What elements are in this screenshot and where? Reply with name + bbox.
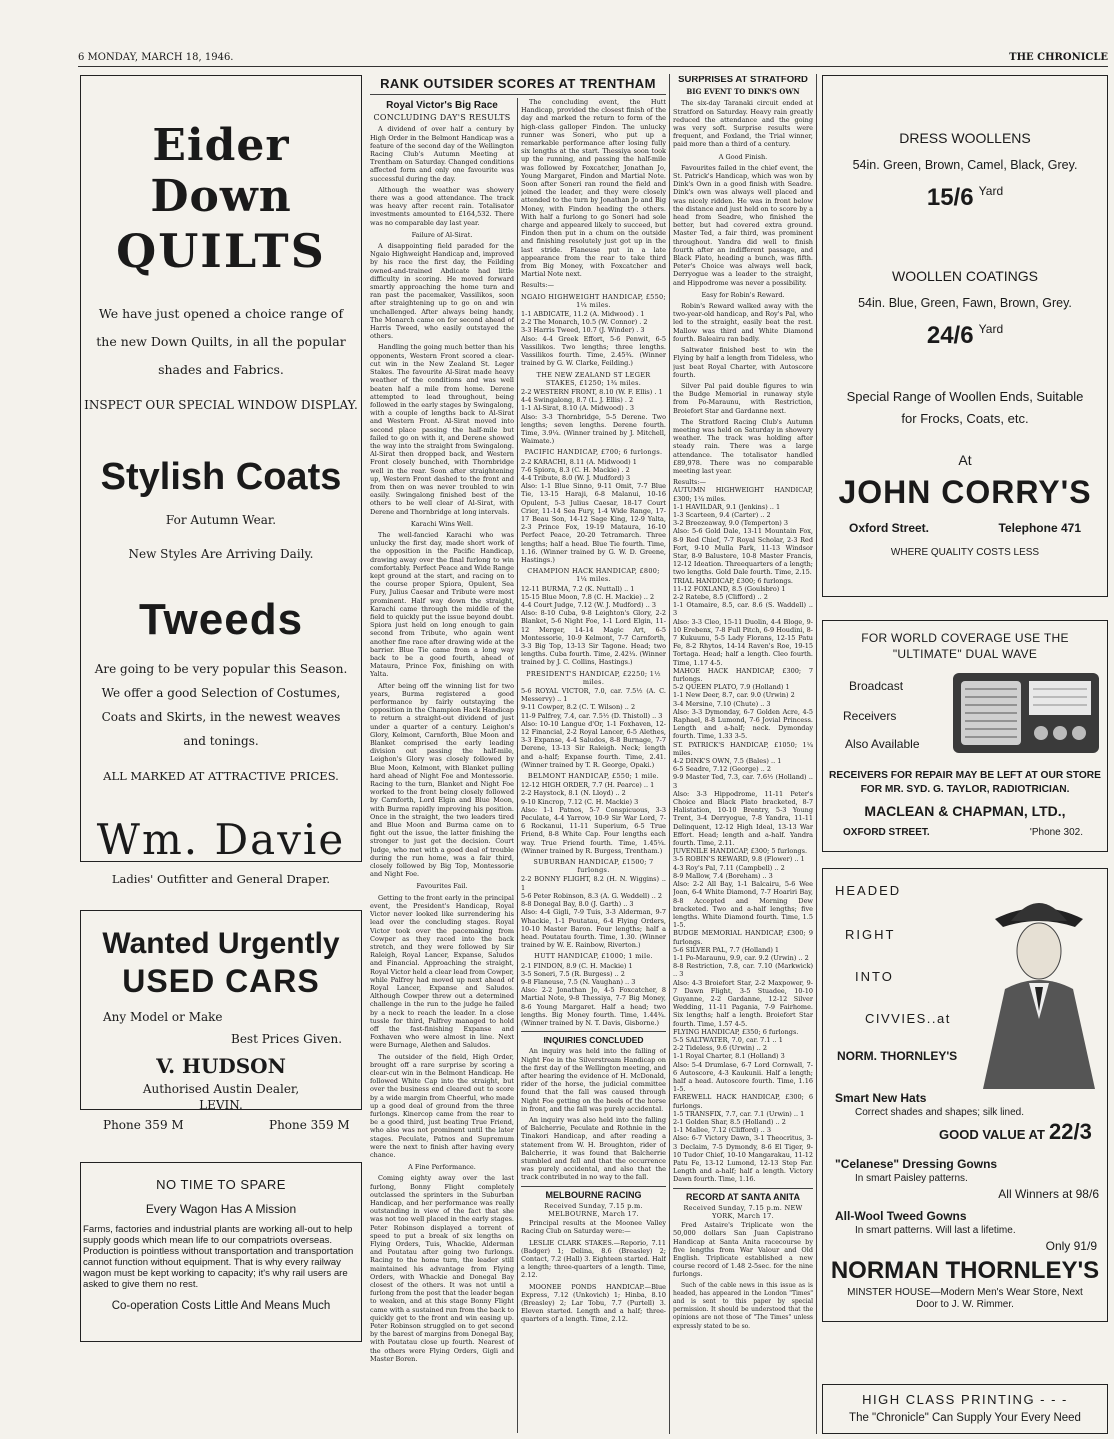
ad-thornley-house: MINSTER HOUSE—Modern Men's Wear Store, Next Door to J. W. Rimmer. [847,1287,1083,1310]
ad-davie-quilts-text: We have just opened a choice range of the new Down Quilts, in all the popular shades and Fabrics. [96,306,346,377]
results-col [521,98,666,1433]
results-r8b: 2-1 FINDON, 8.9 (C. H. Mackie) 1 3-5 Soneri, 7.5 (R. Burgess) .. 2 9-8 Flaneuse, 7.5 (N. Vaughan) .. 3 Also: 2-2 Jonathan Jo, 4-5 Foxcatcher, 8 Martial Note, 9-8 Thessiya, 7-7 Big Money, 8-6 Young Margaret. Half a head; two lengths. Big Money fourth. Time, 1.44¾. (Winner trained by N. T. Davis, Gisborne.) [521,961,666,1027]
results-melb4: MOONEE PONDS HANDICAP.—Blue Express, 7.12 (Unkovich) 1; Hinba, 8.10 (Breasley) 2; Lar Tobu, 7.7 (Purtell) 3. Eleven started. Length and a half; three-quarters of a length. Time, 2.12. [521,1282,666,1324]
ad-thornley-tweed-sub: In smart patterns. Will last a lifetime. [855,1225,1016,1236]
ad-corry-price1: 15/6 [926,184,974,211]
article-main-intro2: Although the weather was showery there was a good attendance. The track was heavy after recent rain. Totalisator investments amounted to £164,532. There was no comparable day last year. [370,185,514,227]
article-main-p4: After being off the winning list for two years, Burma registered a good performance by fairly outstaying the opposition in the Champion Hack Handicap to return a straight-out dividend of just under a quarter of a century. Leighon's Glory, Kelmont, Carnforth, Blue Moon and Blanket comprised the early leading division out passing the half-mile, Leighon's Glory was closely followed by Blue Moon, Kelmont, with Blanket pulling hard ahead of Night Foe and Montessorie. Racing to the turn, Blanket and Night Foe worked to the front being closely followed by Carnforth, Lord Elgin and Blue Moon, with Burma rapidly improving his position. Once in the straight, the two leaders tired and Blue Moon and Burma came on to fight out the issue, the latter finishing the stronger to just get the decision. Court Judge, who met with a good deal of trouble during the run home, was a fair third, closely followed by Big Top, Montessorie and Night Foe. [370,681,514,879]
ad-corry-special: Special Range of Woollen Ends, Suitable for Frocks, Coats, etc. [846,389,1084,426]
stratford-sub: BIG EVENT TO DINK'S OWN [686,87,800,97]
ad-printing [822,1384,1108,1434]
ad-corry-slogan: WHERE QUALITY COSTS LESS [890,547,1040,558]
ad-hudson [80,910,362,1132]
ad-corry-yard2: Yard [978,322,1004,336]
stratford-anita1: Received Sunday, 7.15 p.m. NEW YORK, March 17. [683,1203,803,1221]
ad-printing-title: HIGH CLASS PRINTING - - - [862,1392,1068,1407]
ad-corry-price2: 24/6 [926,322,974,349]
article-main-subhead: Royal Victor's Big Race [386,100,498,111]
ad-hudson-dealer: Authorised Austin Dealer, [142,1082,300,1096]
ad-hudson-phone-right: Phone 359 M [269,1118,350,1132]
ad-hudson-line2: Best Prices Given. [231,1032,343,1046]
results-inq: An inquiry was held into the falling of Night Foe in the Silverstream Handicap on the first day of the Wellington meeting, and after hearing the evidence of H. McDonald, rider of the horse, the judicial committee found that the fall was caused through Night Foe getting on the heels of the horse in front, and the fall was purely accidental. [521,1047,666,1113]
ad-wagon-sub: Every Wagon Has A Mission [145,1202,297,1216]
stratford-col [673,76,813,1433]
results-inq2: An inquiry was also held into the falling of Balcherrie, Peculate and Rothnie in the Tinakori Handicap, and after reading a statement from W. H. Broughton, rider of Balcherrie, it was found that Balcherrie stumbled and fell and that the occurrence was purely accidental, and also that the track contributed in no way to the fall. [521,1115,666,1182]
ad-corry-name: JOHN CORRY'S [838,474,1092,510]
ad-thornley-tweed: All-Wool Tweed Gowns [835,1209,967,1223]
ad-davie-tweeds: Tweeds [138,595,304,644]
stratford-sub2: Easy for Robin's Reward. [701,290,785,299]
ad-thornley-value: GOOD VALUE AT [939,1127,1045,1142]
ad-radio-name: MACLEAN & CHAPMAN, LTD., [864,803,1066,819]
stratford-p1: The six-day Taranaki circuit ended at Stratford on Saturday. Heavy rain greatly reduced the attendance and the going was very soft. Surprise results were frequent, and Foxland, the Trial winner, paid more than a third of a century. [673,99,813,149]
results-r7b: 2-2 BONNY FLIGHT, 8.2 (H. N. Wiggins) .. 1 5-6 Peter Robinson, 8.3 (A. G. Weddell) .. 2 8-8 Donegal Bay, 8.0 (J. Garth) .. 3 Also: 4-4 Gigli, 7-9 Tuis, 3-3 Alderman, 9-7 Whackie, 1-1 Poutatau, 6-4 Flying Orders, 10-10 Master Baron. Four lengths; half a head. Poutatau fourth. Time, 1.30. (Winner trained by W. E. Rainbow, Riverton.) [521,875,666,950]
article-main-col1 [370,98,514,1433]
ad-radio-title2: "ULTIMATE" DUAL WAVE [892,647,1038,661]
stratford-anita2: Fred Astaire's Triplicate won the 50,000 dollars San Juan Capistrano Handicap at Santa Anita racecourse by five lengths from War Valour and Old English. Triplicate established a new course record of 1.48 2-5sec. for the nine furlongs. [673,1221,813,1279]
ad-corry-title2: WOOLLEN COATINGS [892,268,1038,284]
page-header [78,52,1108,67]
ad-corry-street: Oxford Street. [849,521,930,535]
ad-thornley-winners: All Winners at 98/6 [998,1187,1099,1201]
article-main-p5: Getting to the front early in the principal event, the President's Handicap, Royal Victor never looked like surrendering his lead over the concluding stages. Royal Victor took over the pacemaking from Cowper as they raced into the back stretch, and they were followed by Sir Raleigh, Royal Lancer, Expanse, Saludos and Financial. Approaching the straight, Royal Victor held a clear lead from Cowper, while Palfrey had moved up next ahead of Royal Lancer, Expanse and Saludos. Although Cowper threw out a determined challenge in the run to the judge he failed by a neck to reach the leader. In a close tussle for third, Palfrey managed to hold off the fast-finishing Expanse and Foxhaven who were almost in line. Next were Burnage, Alethen and Saludos. [370,893,514,1050]
article-main-p1: A disappointing field paraded for the Ngaio Highweight Handicap and, improved by his race the first day, the Feilding owned-and-trained Abdicate had little difficulty in scoring. He moved forward smartly approaching the home turn and ran past the pacemaker, Vassilikos, soon after straightening up to go on and win unchallenged. After always being handy, The Monarch came on for second ahead of Harris Tweed, who easily outstayed the others. [370,242,514,341]
ad-radio [822,620,1108,852]
ad-corry-yard1: Yard [978,184,1004,198]
ad-davie-tagline: Ladies' Outfitter and General Draper. [111,872,331,886]
results-r1: NGAIO HIGHWEIGHT HANDICAP, £550; 1¼ miles. [521,292,666,309]
results-melb-title: MELBOURNE RACING [545,1189,642,1200]
ad-davie-tweeds-text: Are going to be very popular this Season. We offer a good Selection of Costumes, Coats and Skirts, in the newest weaves and tonings. [94,662,348,748]
ad-printing-sub: The "Chronicle" Can Supply Your Every Need [849,1412,1081,1424]
ad-thornley-w5: NORM. THORNLEY'S [837,1049,958,1063]
results-r6b: 12-12 HIGH ORDER, 7.7 (H. Pearce) .. 1 2-2 Haystock, 8.1 (N. Lloyd) .. 2 9-10 Kincrop, 7.12 (C. H. Mackie) 3 Also: 1-1 Patnos, 5-7 Conspicuous, 3-3 Peculate, 4-4 Yarrow, 10-9 Sir War Lord, 7-6 Rockanui, 11-11 Superium, 6-5 True Friend, 8-8 White Cap. Four lengths each way. True Friend fourth. Time, 1.45¼. (Winner trained by R. Burgess, Trentham.) [521,781,666,855]
ad-thornley-w4: CIVVIES..at [865,1011,951,1026]
stratford-p5: Silver Pal paid double figures to win the Budge Memorial in runaway style from Po-Maraunu, with Restriction, Broiefort Star and Gardanne next. [673,381,813,415]
ad-thornley-hats: Smart New Hats [835,1091,927,1105]
stratford-headline: SURPRISES AT STRATFORD [678,76,808,85]
results-r2: THE NEW ZEALAND ST LEGER STAKES, £1250; 1¾ miles. [536,370,651,387]
results-r4b: 12-11 BURMA, 7.2 (K. Nuttall) .. 1 15-15 Blue Moon, 7.8 (C. H. Mackie) .. 2 4-4 Court Judge, 7.12 (W. J. Mudford) .. 3 Also: 8-10 Cuba, 9-8 Leighton's Glory, 2-2 Blanket, 5-6 Night Foe, 1-1 Lord Elgin, 11-12 Merger, 14-14 Magic Art, 6-5 Montessorie, 10-9 Kelmont, 7-7 Carnforth, 3-3 Big Top, 13-13 Sir Tagone. Head; two lengths. Cuba fourth. Time, 2.42¼. (Winner trained by J. C. Collins, Hastings.) [521,584,666,667]
ad-davie-inspect: INSPECT OUR SPECIAL WINDOW DISPLAY. [84,398,358,412]
results-label: Results:— [521,281,554,290]
ad-hudson-title2: USED CARS [122,963,320,999]
results-melb3: LESLIE CLARK STAKES.—Reporio, 7.11 (Badger) 1; Delina, 8.6 (Breasley) 2; Contact, 7.2 (Hall) 3. Eighteen started. Half a length; three-quarters of a length. Time, 2.12. [521,1238,666,1280]
stratford-p4: Saltwater finished best to win the Flying by half a length from Tideless, who just beat Royal Charter, with Autoscore fourth. [673,346,813,379]
ad-radio-title1: FOR WORLD COVERAGE USE THE [861,631,1069,645]
stratford-p2: Favourites failed in the chief event, the St. Patrick's Handicap, which was won by Dink's Own in a good finish with Seadre. Dink's own was always well placed and was nicely ridden. He was in front below the distance and just held on to score by a head from Seadre, who finished the better, but had covered extra ground. Master Ted, a fair third, was prominent throughout. Yandra did well to finish fourth after an indifferent passage, and Black Plato, heading a bunch, was fifth. Peter's Choice was always well back, Derryogue was a leader to the straight, and Hippodrome was never a possibility. [673,163,813,287]
article-main-p3: The well-fancied Karachi who was unlucky the first day, made short work of the opposition in the Pacific Handicap, drawing away over the final furlong to win comfortably. Perfect Peace and Wide Range kept ground at the start, and racing on to the course proper Spiora, Opulent, Sea Fury, Julius Caesar and Tribute were most prominent. Half way down the straight, Karachi came through the middle of the field to quickly put the issue beyond doubt. Spiora just held on long enough to gain second from Tribute, who again went another fine race after drawing wide at the barrier. Blue Tie came from a long way back to be a good fourth, ahead of Mataura, Prince Fox, finishing on with Yalta. [370,530,514,679]
results-r4: CHAMPION HACK HANDICAP, £800; 1¼ miles. [527,567,660,584]
stratford-note: Such of the cable news in this issue as is headed, has appeared in the London "Times" and is sent to this paper by special permission. It should be understood that the opinions are not those of "The Times" unless expressly stated to be so. [673,1281,813,1330]
results-melb1: Received Sunday, 7.15 p.m. MELBOURNE, March 17. [544,1201,643,1218]
results-r3b: 2-2 KARACHI, 8.11 (A. Midwood) 1 7-6 Spiora, 8.3 (C. H. Mackie) . 2 4-4 Tribute, 8.0 (W. J. Mudford) 3 Also: 1-1 Blue Sinno, 9-11 Omit, 7-7 Blue Tie, 13-15 Haraji, 6-8 Malanui, 10-16 Opulent, 5-3 Julius Caesar, 18-17 Court Crier, 11-14 Sea Fury, 1-4 Wide Range, 17-17 Beau Son, 14-12 Sage King, 12-9 Yalta, 2-3 Prince Fox, 19-19 Mataura, 16-10 Perfect Peace, 20-20 Tetramarch. Three lengths; half a head. Blue Tie fourth. Time, 1.16. (Winner trained by G. W. D. Greene, Hastings.) [521,457,666,564]
article-main-kicker: CONCLUDING DAY'S RESULTS [373,113,511,123]
ad-thornley [822,868,1108,1322]
ad-hudson-phone-left: Phone 359 M [103,1118,184,1132]
results-r8: HUTT HANDICAP, £1000; 1 mile. [534,952,653,961]
ad-wagon-footer: Co-operation Costs Little And Means Much [111,1300,331,1312]
stratford-label: Results:— [673,478,706,487]
results-inq-title: INQUIRIES CONCLUDED [543,1035,644,1046]
header-masthead: THE CHRONICLE [1009,52,1108,63]
ad-radio-receivers: Receivers [843,709,897,723]
ad-hudson-line1: Any Model or Make [103,1010,223,1024]
ad-davie [80,75,362,886]
ad-thornley-hats-sub: Correct shades and shapes; silk lined. [855,1107,1024,1118]
ad-davie-coats: Stylish Coats [100,456,342,498]
results-melb2: Principal results at the Moonee Valley Racing Club on Saturday were:— [521,1219,666,1236]
results-r5: PRESIDENT'S HANDICAP, £2250; 1½ miles. [526,669,661,686]
stratford-results: AUTUMN HIGHWEIGHT HANDICAP, £300; 1¼ miles. 1-1 HAVILDAR, 9.1 (Jenkins) .. 1 1-3 Scarteen, 9.4 (Carter) .. 2 3-2 Breezeaway, 9.0 (Temperton) 3 Also: 5-6 Gold Dale, 13-11 Mountain Fox, 8-9 Red Chief, 7-7 Royal Scholar, 2-3 Red Fort, 9-10 Mulla Park, 11-13 Windsor Star, 8-9 Balustere, 10-8 Master Francis, 12-12 Ideation. Threequarters of a length; two lengths. Gold Dale fourth. Time, 2.15. TRIAL HANDICAP, £300; 6 furlongs. 11-12 FOXLAND, 8.5 (Goulsbro) 1 2-2 Ratebe, 8.5 (Clifford) .. 2 1-1 Otamaire, 8.5, car. 8.6 (S. Waddell) .. 3 Also: 3-3 Cleo, 15-11 Duolin, 4-4 Bloge, 9-10 Erebenx, 7-8 Full Pitch, 6-9 Houdini, 8-7 Kukuunu, 5-5 Lady Florans, 12-15 Patu Fe, 8-2 Rhytos, 14-14 Raven's Roe, 19-15 Tortaga. Head; half a length. Cleo fourth. Time, 1.17 4-5. MAHOE HACK HANDICAP, £300; 7 furlongs. 5-2 QUEEN PLATO, 7.9 (Holland) 1 1-1 New Deer, 8.7, car. 9.0 (Urwin) 2 3-4 Mersine, 7.10 (Chute) .. 3 Also: 3-3 Dymonday, 6-7 Golden Acre, 4-5 Raphael, 8-8 Lumond, 7-6 Jovial Princess. Length and a-half; neck. Dymonday fourth. Time, 1.33 3-5. ST. PATRICK'S HANDICAP, £1050; 1¼ miles. 4-2 DINK'S OWN, 7.5 (Bales) .. 1 6-5 Seadre, 7.12 (George) .. 2 9-9 Master Ted, 7.3, car. 7.6½ (Holland) .. 3 Also: 3-3 Hippodrome, 11-11 Peter's Choice and Black Plato bracketed, 8-7 Halistation, 10-10 Brentry, 5-3 Young Trent, 3-4 Derryogue, 7-8 Yandra, 11-11 Delinquent, 12-12 High Ideal, 13-13 War Effort. Head; length and a-half. Yandra fourth. Time, 2.11. JUVENILE HANDICAP, £300; 5 furlongs. 3-5 ROBIN'S REWARD, 9.8 (Flower) .. 1 4-3 Roy's Pal, 7.11 (Campbell) .. 2 8-9 Mallow, 7.4 (Boreham) .. 3 Also: 2-2 All Bay, 1-1 Balcairu, 5-6 Wee Joan, 6-4 White Diamond, 7-7 Hoariri Bay, 8-8 Accepted and Morning Dew bracketed. Two and a-half lengths; five lengths. White Diamond fourth. Time, 1.5 1-5. BUDGE MEMORIAL HANDICAP, £300; 9 furlongs. 5-6 SILVER PAL, 7.7 (Holland) 1 1-1 Po-Maraunu, 9.9, car. 9.2 (Urwin) .. 2 8-8 Restriction, 7.8, car. 7.10 (Markwick) .. 3 Also: 4-3 Broiefort Star, 2-2 Maxpower, 9-7 Dawn Flight, 3-5 Stuadee, 10-10 Guyanne, 2-2 Gardanne, 12-12 Silver Wedding, 11-11 Pagania, 7-9 Fairhome. Six lengths; half a length. Broiefort Star fourth. Time, 1.57 4-5. FLYING HANDICAP, £350; 6 furlongs. 5-5 SALTWATER, 7.0, car. 7.1 .. 1 2-2 Tideless, 9.6 (Urwin) .. 2 1-1 Royal Charter, 8.1 (Holland) 3 Also: 5-4 Drumlase, 6-7 Lord Cornwall, 7-6 Autoscore, 4-3 Kaukunii. Half a length; half a head. Autoscore fourth. Time, 1.16 1-5. FAREWELL HACK HANDICAP, £300; 6 furlongs. 1-5 TRANSFIX, 7.7, car. 7.1 (Urwin) .. 1 2-1 Golden Shar, 8.5 (Holland) .. 2 1-1 Mallee, 7.12 (Clifford) .. 3 Also: 6-7 Victory Dawn, 3-1 Theocritus, 3-3 Declaim, 7-5 Dymondy, 8-6 El Tiger, 9-10 Tudor Chief, 10-10 Mangarakau, 11-12 Patu Fe, 13-12 Lumond, 12-13 Step Far. Length and a-half; half a length. Victory Dawn fourth. Time, 1.16. [673,486,813,1184]
ad-corry-at: At [958,452,972,468]
results-r6: BELMONT HANDICAP, £550; 1 mile. [527,772,660,781]
header-date: 6 MONDAY, MARCH 18, 1946. [78,52,234,63]
ad-thornley-w1: HEADED [835,883,902,898]
ad-hudson-title1: Wanted Urgently [102,927,340,960]
stratford-sub1: A Good Finish. [718,152,768,161]
ad-davie-autumn: For Autumn Wear. [165,513,277,527]
ad-radio-phone: 'Phone 302. [1029,827,1083,838]
results-p0: The concluding event, the Hutt Handicap, provided the closest finish of the day and marked the return to form of the high-class galloper Findon. The unlucky runner was Soneri, who put up a remarkable performance after losing fully six lengths at the start. Thessiya soon took up the running, and passing the half-mile was followed by Foxcatcher, Jonathan Jo, Young Margaret, Findon and Martial Note. Soon after Soneri ran round the field and joined the leader, and they were closely attended to the turn by Jonathan Jo and Big Money, with Findon heading the others. With half a furlong to go Soneri had sole charge and appeared likely to succeed, but Findon then put in a chum on the outside and finishing resolutely just got up in the last stride. Flaneuse put in a late appearance from the rear to take third from Big Money, with Foxcatcher and Martial Note next. [521,98,666,279]
article-main-intro: A dividend of over half a century by High Order in the Belmont Handicap was a feature of the second day of the Wellington Racing Club's Autumn Meeting at Trentham on Saturday. Changed conditions affected form and only one favourite was successful during the day. [370,125,514,183]
ad-davie-eider: Eider Down [150,120,292,222]
article-main-p7: Coming eighty away over the last furlong, Bonny Flight completely outclassed the sprinters in the Suburban Handicap, and her performance was really outstanding in view of the fact that she was not too well placed in the early stages. Peter Robinson displayed a torrent of speed to put a break of six lengths on Flying Orders, Tuis, Whackie, Alderman and Poutatau after going two furlongs. Racing to the home turn, the leader still maintained his advantage from Flying Orders, with Whackie and Donegal Bay closest of the others. It was not until a furlong from the post that the leader began to weaken, and at this stage Bonny Flight came with a sustained run from the back to quickly get to the front and win easing up. Peter Robinson struggled on to get second by the barest of margins from Donegal Bay, with Poutatau close up fourth. Nearest of the others were Flying Orders, Gigli and Master Boren. [370,1174,514,1363]
man-illustration-icon [975,879,1103,1089]
article-main-p2: Handling the going much better than his opponents, Western Front scored a clear-cut win in the New Zealand St. Leger Stakes. The favourite Al-Sirat made heavy weather of the conditions and was well beaten half a mile from home. Derene attempted to lead throughout, being followed in the early stages by Swingalong, with a couple of lengths back to Al-Sirat and Western Front. Al-Sirat moved into second place passing the half-mile but failed to go on with it, and Derene showed the way into the straight from Swingalong. Al-Sirat then dropped back, and Western Front closely bunched, with Thornbridge well in the rear. Soon after straightening up, Western Front dashed to the front and from then on was never troubled to win easily. Swingalong finished best of the others to be well clear of Al-Sirat, with Derene and Thornbridge at long intervals. [370,343,514,516]
ad-wagon-body: Farms, factories and industrial plants are working all-out to help supply goods which mean life to our compatriots overseas. Production is pointless without transportation and transportation cannot function without equipment. That is why every railway wagon must be kept working to capacity; it's why rail users are asked to give them no rest. [83,1224,354,1290]
ad-davie-quilts: QUILTS [116,224,326,278]
stratford-p6: The Stratford Racing Club's Autumn meeting was held on Saturday in showery weather. The track was holding after steady rain. There was a large attendance. The totalisator handled £89,978. There was no comparable meeting last year. [673,417,813,475]
ad-davie-name: Wm. Davie [96,815,346,864]
results-r2b: 2-2 WESTERN FRONT, 8.10 (W. F. Ellis) . 1 4-4 Swingalong, 8.7 (L. J. Ellis) . 2 1-1 Al-Sirat, 8.10 (A. Midwood) . 3 Also: 3-3 Thornbridge, 5-5 Derene. Two lengths; seven lengths. Derene fourth. Time, 3.9¼. (Winner trained by J. Mitchell, Waimate.) [521,387,666,446]
stratford-anita-title: RECORD AT SANTA ANITA [686,1191,800,1202]
ad-corry-line1: 54in. Green, Brown, Camel, Black, Grey. [852,158,1078,172]
results-r7: SUBURBAN HANDICAP, £1500; 7 furlongs. [533,858,654,875]
ad-thornley-name: NORMAN THORNLEY'S [830,1257,1100,1284]
ad-corry-title: DRESS WOOLLENS [899,130,1031,146]
ad-corry [822,75,1108,597]
stratford-p3: Robin's Reward walked away with the two-year-old handicap, and Roy's Pal, who led to the straight, easily beat the rest. Mallow was third and White Diamond fourth. Baleairu ran badly. [673,302,813,343]
ad-wagon [80,1162,362,1342]
ad-thornley-gowns-sub: In smart Paisley patterns. [855,1173,968,1184]
ad-thornley-value-price: 22/3 [1049,1119,1092,1144]
results-r5b: 5-6 ROYAL VICTOR, 7.0, car. 7.5½ (A. C. Messervy) .. 1 9-11 Cowper, 8.2 (C. T. Wilson) .. 2 11-9 Palfrey, 7.4, car. 7.5½ (D. Thistoll) .. 3 Also: 10-10 Langue d'Or, 1-1 Foxhaven, 12-12 Financial, 2-2 Royal Lancer, 6-5 Alethes, 3-3 Expanse, 4-4 Saludos, 8-8 Burnage, 7-7 Derene, 13-13 Sir Raleigh. Neck; length and a-half; Expanse fourth. Time, 2.41. (Winner trained by T. R. George, Opaki.) [521,687,666,769]
radio-icon [951,669,1101,757]
article-main-sub2: Karachi Wins Well. [410,519,474,528]
ad-hudson-town: LEVIN. [199,1098,243,1112]
ad-thornley-only: Only 91/9 [1045,1239,1097,1253]
ad-radio-street: OXFORD STREET. [843,827,930,838]
ad-thornley-gowns: "Celanese" Dressing Gowns [835,1157,998,1171]
ad-thornley-w2: RIGHT [845,927,896,942]
results-r3: PACIFIC HANDICAP, £700; 6 furlongs. [524,448,663,457]
ad-wagon-title: NO TIME TO SPARE [156,1177,286,1192]
ad-davie-prices: ALL MARKED AT ATTRACTIVE PRICES. [103,769,339,783]
article-main-p6: The outsider of the field, High Order, brought off a rare surprise by scoring a clear-cut win in the Belmont Handicap. He followed White Cap into the straight, but over the business end cleared out to score by a wide margin from Cheerful, who made up a good deal of ground from the three furlongs. Kinercop came from the rear to be a good third, just beating True Friend, who also was not prominent until the later stages. Peculate, Patnos and Supremum were the next to finish after having every chance. [370,1052,514,1159]
article-main-sub3: Favourites Fail. [416,882,468,891]
ad-hudson-name: V. HUDSON [156,1054,286,1078]
article-main-headline: RANK OUTSIDER SCORES AT TRENTHAM [380,76,656,91]
ad-corry-phone: Telephone 471 [998,521,1081,535]
article-main-sub4: A Fine Performance. [408,1163,476,1172]
results-r1b: 1-1 ABDICATE, 11.2 (A. Midwood) . 1 2-2 The Monarch, 10.5 (W. Connor) . 2 3-3 Harris Tweed, 10.7 (J. Winder) . 3 Also: 4-4 Greek Effort, 5-6 Penwit, 6-5 Vassilikos. Two lengths; three lengths. Vassilikos fourth. Time, 2.45¾. (Winner trained by G. W. Clarke, Feilding.) [521,310,666,368]
ad-davie-styles: New Styles Are Arriving Daily. [128,547,314,561]
ad-radio-repair: RECEIVERS FOR REPAIR MAY BE LEFT AT OUR STORE FOR MR. SYD. G. TAYLOR, RADIOTRICIAN. [829,770,1101,795]
ad-corry-line2: 54in. Blue, Green, Fawn, Brown, Grey. [858,296,1072,310]
article-main-sub1: Failure of Al-Sirat. [411,230,473,239]
ad-radio-broadcast: Broadcast [849,679,904,693]
ad-thornley-w3: INTO [855,969,894,984]
ad-radio-also: Also Available [845,737,920,751]
